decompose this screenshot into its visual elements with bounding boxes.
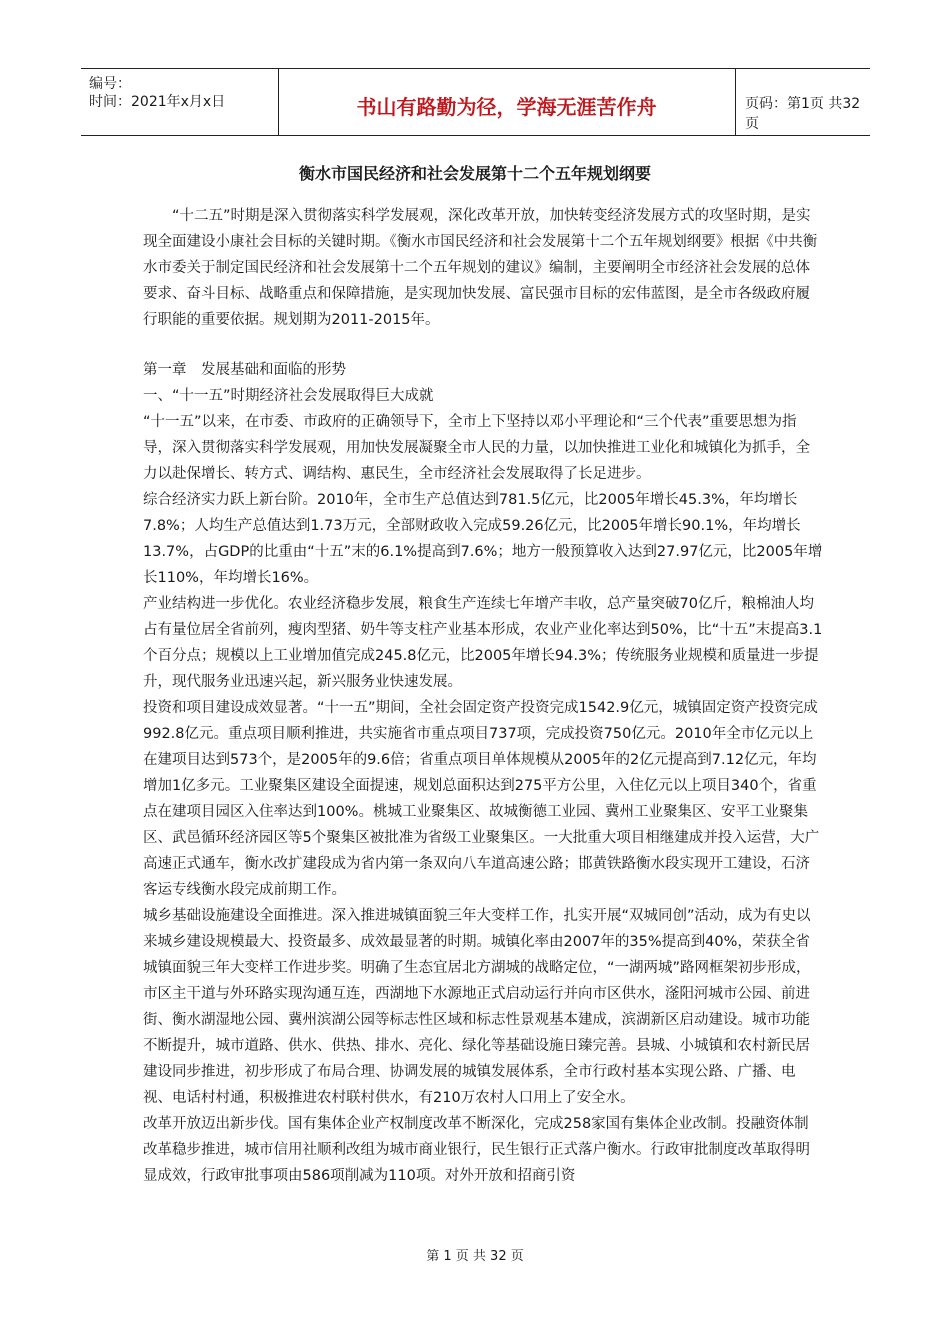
header-page-info: 页码：第1页 共32页 [745,96,861,132]
body-paragraph: 改革开放迈出新步伐。国有集体企业产权制度改革不断深化，完成258家国有集体企业改制。投融资体制改革稳步推进，城市信用社顺利改组为城市商业银行，民生银行正式落户衡水。行政审批制度改革取得明显成效，行政审批事项由586项削减为110项。对外开放和招商引资 [143,1116,810,1184]
body-paragraph: “十一五”以来，在市委、市政府的正确领导下，全市上下坚持以邓小平理论和“三个代表”重要思想为指导，深入贯彻落实科学发展观，用加快发展凝聚全市人民的力量，以加快推进工业化和城镇化为抓手，全力以赴保增长、转方式、调结构、惠民生，全市经济社会发展取得了长足进步。 [143,414,810,482]
document-title: 衡水市国民经济和社会发展第十二个五年规划纲要 [298,164,651,183]
page-footer: 第 1 页 共 32 页 [426,1249,524,1264]
body-paragraph: 城乡基础设施建设全面推进。深入推进城镇面貌三年大变样工作，扎实开展“双城同创”活动，成为有史以来城乡建设规模最大、投资最多、成效最显著的时期。城镇化率由2007年的35%提高到40%，荣获全省城镇面貌三年大变样工作进步奖。明确了生态宜居北方湖城的战略定位，“一湖两城”路网框架初步形成，市区主干道与外环路实现沟通互连，西湖地下水源地正式启动运行并向市区供水，滏阳河城市公园、前进街、衡水湖湿地公园、冀州滨湖公园等标志性区域和标志性景观基本建成，滨湖新区启动建设。城市功能不断提升，城市道路、供水、供热、排水、亮化、绿化等基础设施日臻完善。县城、小城镇和农村新民居建设同步推进，初步形成了布局合理、协调发展的城镇发展体系，全市行政村基本实现公路、广播、电视、电话村村通，积极推进农村联村供水，有210万农村人口用上了安全水。 [143,908,811,1106]
header-motto-cell [278,69,736,135]
document-time-label: 时间：2021年x月x日 [89,94,226,110]
intro-paragraph: “十二五”时期是深入贯彻落实科学发展观，深化改革开放，加快转变经济发展方式的攻坚时期，是实现全面建设小康社会目标的关键时期。《衡水市国民经济和社会发展第十二个五年规划纲要》根据《中共衡水市委关于制定国民经济和社会发展第十二个五年规划的建议》编制，主要阐明全市经济社会发展的总体要求、奋斗目标、战略重点和保障措施，是实现加快发展、富民强市目标的宏伟蓝图，是全市各级政府履行职能的重要依据。规划期为2011-2015年。 [143,208,818,328]
document-body [143,203,823,1189]
document-header [81,68,870,136]
document-number-label: 编号： [89,76,131,92]
body-paragraph: 产业结构进一步优化。农业经济稳步发展，粮食生产连续七年增产丰收，总产量突破70亿斤，粮棉油人均占有量位居全省前列，瘦肉型猪、奶牛等支柱产业基本形成，农业产业化率达到50%，比“十五”末提高3.1个百分点；规模以上工业增加值完成245.8亿元，比2005年增长94.3%；传统服务业规模和质量进一步提升，现代服务业迅速兴起，新兴服务业快速发展。 [143,596,823,690]
header-motto: 书山有路勤为径，学海无涯苦作舟 [356,95,657,119]
body-paragraph: 投资和项目建设成效显著。“十一五”期间，全社会固定资产投资完成1542.9亿元，城镇固定资产投资完成992.8亿元。重点项目顺利推进，共实施省市重点项目737项，完成投资750亿元。2010年全市亿元以上在建项目达到573个，是2005年的9.6倍；省重点项目单体规模从2005年的2亿元提高到7.12亿元，年均增加1亿多元。工业聚集区建设全面提速，规划总面积达到275平方公里，入住亿元以上项目340个，省重点在建项目园区入住率达到100%。桃城工业聚集区、故城衡德工业园、冀州工业聚集区、安平工业聚集区、武邑循环经济园区等5个聚集区被批准为省级工业聚集区。一大批重大项目相继建成并投入运营，大广高速正式通车，衡水改扩建段成为省内第一条双向八车道高速公路；邯黄铁路衡水段实现开工建设，石济客运专线衡水段完成前期工作。 [143,700,820,898]
header-left-cell [81,69,279,135]
chapter-heading: 第一章 发展基础和面临的形势 [143,362,346,378]
header-page-cell [735,69,870,135]
body-paragraph: 综合经济实力跃上新台阶。2010年，全市生产总值达到781.5亿元，比2005年增长45.3%，年均增长7.8%；人均生产总值达到1.73万元，全部财政收入完成59.26亿元，比2005年增长90.1%，年均增长13.7%，占GDP的比重由“十五”末的6.1%提高到7.6%；地方一般预算收入达到27.97亿元，比2005年增长110%，年均增长16%。 [143,492,823,586]
section-heading: 一、“十一五”时期经济社会发展取得巨大成就 [143,388,434,404]
